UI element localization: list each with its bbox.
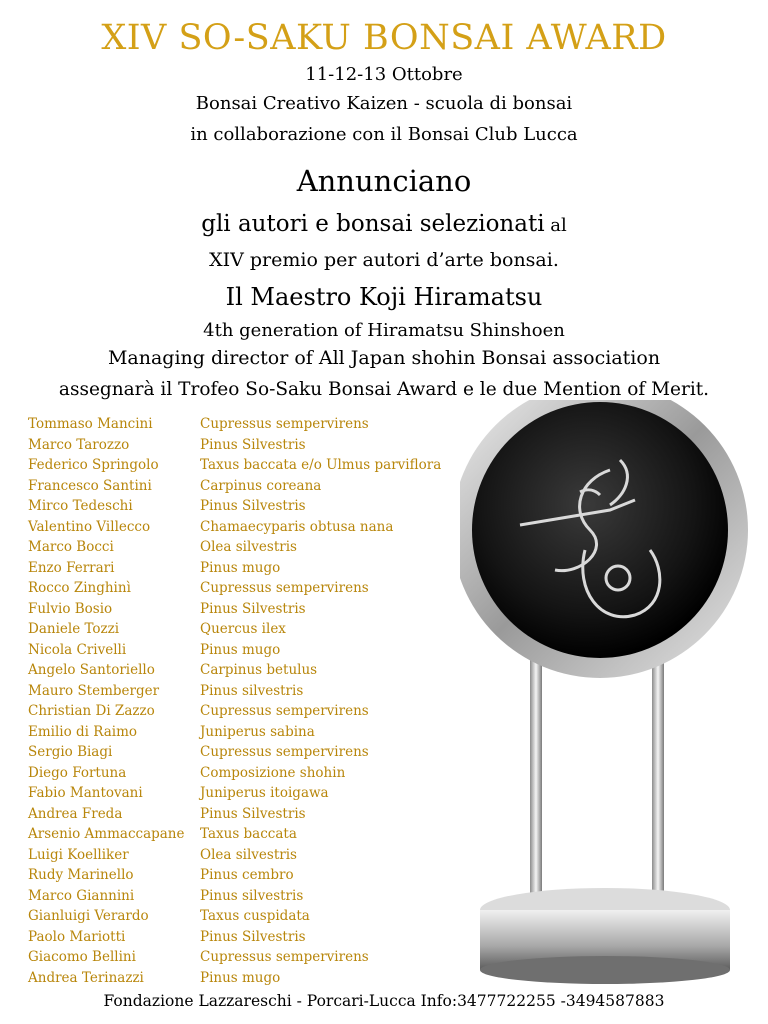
trophy-image — [460, 400, 760, 990]
bonsai-species: Cupressus sempervirens — [200, 949, 369, 965]
author-name: Sergio Biagi — [28, 744, 113, 760]
bonsai-species: Quercus ilex — [200, 621, 286, 637]
bonsai-species: Pinus mugo — [200, 641, 281, 658]
bonsai-species: Taxus baccata e/o Ulmus parviflora — [200, 457, 442, 473]
entry-row — [28, 537, 468, 558]
bonsai-species: Pinus mugo — [200, 559, 281, 576]
trophy-base-bottom — [480, 956, 730, 984]
bonsai-species: Olea silvestris — [200, 539, 297, 555]
author-name: Valentino Villecco — [28, 518, 151, 535]
author-name: Andrea Freda — [28, 805, 123, 822]
author-name: Nicola Crivelli — [28, 641, 127, 658]
author-name: Mirco Tedeschi — [28, 498, 133, 514]
author-name: Angelo Santoriello — [28, 662, 155, 678]
entry-row — [28, 763, 468, 784]
entry-row — [28, 455, 468, 476]
author-name: Arsenio Ammaccapane — [28, 826, 185, 842]
author-name: Marco Tarozzo — [28, 436, 130, 453]
author-name: Giacomo Bellini — [28, 949, 136, 965]
maestro-generation: 4th generation of Hiramatsu Shinshoen — [203, 320, 565, 341]
event-dates: 11-12-13 Ottobre — [305, 64, 463, 85]
author-name: Tommaso Mancini — [28, 416, 153, 432]
bonsai-species: Pinus Silvestris — [200, 805, 306, 822]
bonsai-species: Pinus silvestris — [200, 887, 304, 904]
author-name: Rudy Marinello — [28, 867, 134, 883]
entry-row — [28, 722, 468, 743]
author-name: Luigi Koelliker — [28, 846, 129, 863]
author-name: Paolo Mariotti — [28, 928, 126, 945]
bonsai-species: Cupressus sempervirens — [200, 744, 369, 760]
entry-row — [28, 927, 468, 948]
authors-suffix: al — [544, 215, 567, 236]
bonsai-species: Taxus baccata — [200, 826, 297, 842]
bonsai-species: Carpinus coreana — [200, 477, 322, 494]
entry-row — [28, 640, 468, 661]
author-name: Diego Fortuna — [28, 764, 127, 781]
entry-row — [28, 783, 468, 804]
entry-row — [28, 619, 468, 640]
entry-row — [28, 804, 468, 825]
entry-row — [28, 476, 468, 497]
entry-row — [28, 968, 468, 989]
entry-row — [28, 701, 468, 722]
bonsai-species: Taxus cuspidata — [200, 908, 310, 924]
author-name: Rocco Zinghinì — [28, 580, 131, 596]
entry-row — [28, 845, 468, 866]
bonsai-species: Cupressus sempervirens — [200, 580, 369, 596]
entry-row — [28, 865, 468, 886]
bonsai-species: Juniperus sabina — [200, 723, 315, 740]
authors-main: gli autori e bonsai selezionati — [201, 211, 545, 237]
entry-row — [28, 435, 468, 456]
bonsai-species: Pinus mugo — [200, 969, 281, 986]
author-name: Francesco Santini — [28, 477, 152, 494]
author-name: Mauro Stemberger — [28, 682, 160, 699]
entry-row — [28, 578, 468, 599]
bonsai-species: Juniperus itoigawa — [200, 785, 329, 801]
author-name: Andrea Terinazzi — [28, 969, 144, 986]
bonsai-species: Pinus Silvestris — [200, 436, 306, 453]
entry-row — [28, 558, 468, 579]
collaboration-line: in collaborazione con il Bonsai Club Lucca — [190, 124, 578, 145]
award-assignment: assegnarà il Trofeo So-Saku Bonsai Award e le due Mention of Merit. — [58, 379, 710, 400]
bonsai-species: Olea silvestris — [200, 846, 297, 863]
authors-line — [0, 211, 768, 237]
author-name: Emilio di Raimo — [28, 723, 138, 740]
entry-row — [28, 681, 468, 702]
entry-row — [28, 517, 468, 538]
bonsai-species: Composizione shohin — [200, 764, 346, 781]
organizer-school: Bonsai Creativo Kaizen - scuola di bonsai — [195, 93, 573, 114]
bonsai-species: Cupressus sempervirens — [200, 703, 369, 719]
trophy-right-pole — [652, 655, 664, 915]
trophy-left-pole — [530, 645, 542, 915]
award-title: XIV SO-SAKU BONSAI AWARD — [101, 18, 667, 58]
entry-row — [28, 660, 468, 681]
entry-row — [28, 599, 468, 620]
author-name: Gianluigi Verardo — [28, 908, 149, 924]
author-name: Enzo Ferrari — [28, 559, 115, 576]
author-name: Marco Bocci — [28, 539, 114, 555]
entry-row — [28, 496, 468, 517]
bonsai-species: Chamaecyparis obtusa nana — [200, 518, 394, 535]
bonsai-species: Pinus silvestris — [200, 682, 304, 699]
bonsai-species: Pinus cembro — [200, 867, 294, 883]
entry-row — [28, 742, 468, 763]
author-name: Daniele Tozzi — [28, 621, 120, 637]
bonsai-species: Carpinus betulus — [200, 662, 318, 678]
selected-authors-list — [28, 414, 468, 988]
prize-line: XIV premio per autori d’arte bonsai. — [209, 249, 559, 271]
author-name: Fabio Mantovani — [28, 785, 143, 801]
entry-row — [28, 906, 468, 927]
entry-row — [28, 886, 468, 907]
author-name: Marco Giannini — [28, 887, 135, 904]
announce-heading: Annunciano — [296, 164, 472, 198]
bonsai-species: Pinus Silvestris — [200, 600, 306, 617]
entry-row — [28, 824, 468, 845]
author-name: Fulvio Bosio — [28, 600, 113, 617]
maestro-name: Il Maestro Koji Hiramatsu — [225, 283, 543, 311]
author-name: Christian Di Zazzo — [28, 703, 155, 719]
author-name: Federico Springolo — [28, 457, 159, 473]
bonsai-species: Pinus Silvestris — [200, 928, 306, 945]
trophy-disc — [472, 402, 728, 658]
entry-row — [28, 947, 468, 968]
maestro-role: Managing director of All Japan shohin Bonsai association — [107, 347, 661, 369]
entry-row — [28, 414, 468, 435]
bonsai-species: Cupressus sempervirens — [200, 416, 369, 432]
footer-contact: Fondazione Lazzareschi - Porcari-Lucca Info:3477722255 -3494587883 — [103, 992, 665, 1010]
bonsai-species: Pinus Silvestris — [200, 498, 306, 514]
